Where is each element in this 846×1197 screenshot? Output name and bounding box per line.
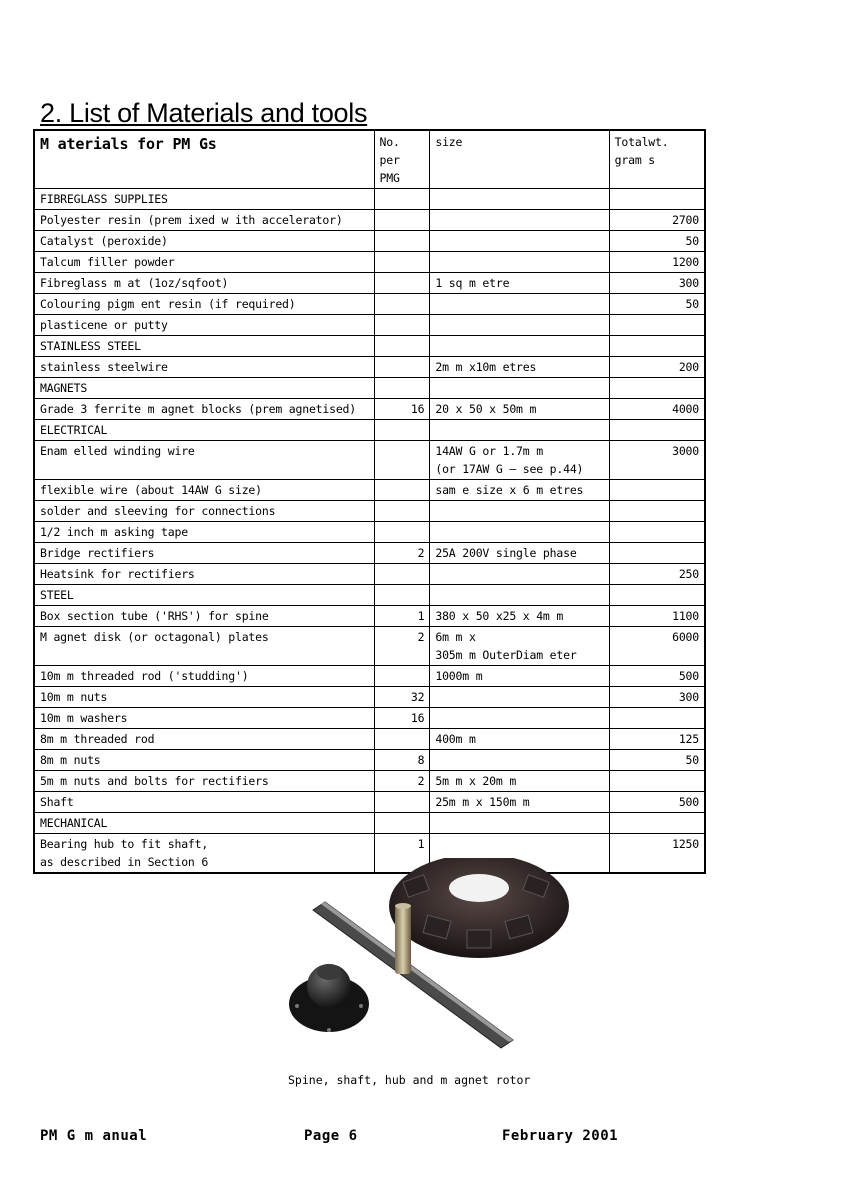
table-row <box>34 420 705 441</box>
quantity-cell <box>374 252 430 273</box>
size-cell <box>430 420 609 441</box>
table-row <box>34 522 705 543</box>
table-row <box>34 357 705 378</box>
quantity-cell <box>374 294 430 315</box>
table-header-row <box>34 130 705 189</box>
quantity-cell <box>374 336 430 357</box>
quantity-cell <box>374 813 430 834</box>
table-row <box>34 543 705 564</box>
size-cell <box>430 708 609 729</box>
quantity-cell <box>374 189 430 210</box>
weight-cell <box>609 189 705 210</box>
table-row <box>34 273 705 294</box>
quantity-cell <box>374 564 430 585</box>
size-cell: 1000m m <box>430 666 609 687</box>
material-cell: M agnet disk (or octagonal) plates <box>34 627 374 666</box>
size-cell: 5m m x 20m m <box>430 771 609 792</box>
quantity-cell <box>374 480 430 501</box>
header-size: size <box>430 130 609 189</box>
table-row <box>34 210 705 231</box>
rotor-photo <box>285 858 572 1055</box>
quantity-cell <box>374 501 430 522</box>
quantity-cell <box>374 441 430 480</box>
table-row <box>34 729 705 750</box>
material-cell: flexible wire (about 14AW G size) <box>34 480 374 501</box>
table-row <box>34 750 705 771</box>
material-cell: 8m m threaded rod <box>34 729 374 750</box>
quantity-cell <box>374 210 430 231</box>
weight-cell: 250 <box>609 564 705 585</box>
material-cell: 8m m nuts <box>34 750 374 771</box>
size-cell: sam e size x 6 m etres <box>430 480 609 501</box>
header-weight: Totalwt. gram s <box>609 130 705 189</box>
table-row <box>34 606 705 627</box>
figure-caption: Spine, shaft, hub and m agnet rotor <box>288 1073 531 1087</box>
size-cell: 2m m x10m etres <box>430 357 609 378</box>
size-cell: 380 x 50 x25 x 4m m <box>430 606 609 627</box>
material-cell: FIBREGLASS SUPPLIES <box>34 189 374 210</box>
table-row <box>34 480 705 501</box>
footer-page-number: Page 6 <box>304 1128 358 1144</box>
size-cell <box>430 813 609 834</box>
quantity-cell <box>374 729 430 750</box>
size-cell: 14AW G or 1.7m m (or 17AW G – see p.44) <box>430 441 609 480</box>
materials-table <box>33 129 706 874</box>
table-row <box>34 336 705 357</box>
material-cell: Shaft <box>34 792 374 813</box>
size-cell <box>430 336 609 357</box>
material-cell: STAINLESS STEEL <box>34 336 374 357</box>
weight-cell: 2700 <box>609 210 705 231</box>
hub-cap <box>317 964 341 980</box>
material-cell: plasticene or putty <box>34 315 374 336</box>
size-cell <box>430 210 609 231</box>
size-cell: 400m m <box>430 729 609 750</box>
material-cell: 5m m nuts and bolts for rectifiers <box>34 771 374 792</box>
page-title: 2. List of Materials and tools <box>40 98 368 128</box>
weight-cell: 500 <box>609 666 705 687</box>
weight-cell <box>609 315 705 336</box>
size-cell: 25A 200V single phase <box>430 543 609 564</box>
quantity-cell: 2 <box>374 543 430 564</box>
material-cell: ELECTRICAL <box>34 420 374 441</box>
material-cell: Catalyst (peroxide) <box>34 231 374 252</box>
header-quantity: No. per PMG <box>374 130 430 189</box>
weight-cell: 6000 <box>609 627 705 666</box>
weight-cell <box>609 585 705 606</box>
quantity-cell: 2 <box>374 771 430 792</box>
material-cell: Polyester resin (prem ixed w ith accelerator) <box>34 210 374 231</box>
material-cell: MECHANICAL <box>34 813 374 834</box>
material-cell: Box section tube ('RHS') for spine <box>34 606 374 627</box>
weight-cell <box>609 543 705 564</box>
weight-cell: 50 <box>609 231 705 252</box>
material-cell: Talcum filler powder <box>34 252 374 273</box>
quantity-cell: 2 <box>374 627 430 666</box>
size-cell <box>430 501 609 522</box>
quantity-cell <box>374 378 430 399</box>
quantity-cell <box>374 522 430 543</box>
table-row <box>34 441 705 480</box>
size-cell: 25m m x 150m m <box>430 792 609 813</box>
quantity-cell: 16 <box>374 399 430 420</box>
quantity-cell <box>374 273 430 294</box>
table-row <box>34 771 705 792</box>
footer-manual-name: PM G m anual <box>40 1128 148 1144</box>
quantity-cell <box>374 231 430 252</box>
quantity-cell: 1 <box>374 606 430 627</box>
shaft-top <box>395 903 411 909</box>
weight-cell <box>609 378 705 399</box>
material-cell: MAGNETS <box>34 378 374 399</box>
weight-cell <box>609 771 705 792</box>
size-cell <box>430 564 609 585</box>
weight-cell: 50 <box>609 750 705 771</box>
table-row <box>34 294 705 315</box>
weight-cell <box>609 336 705 357</box>
size-cell <box>430 522 609 543</box>
weight-cell <box>609 522 705 543</box>
weight-cell: 200 <box>609 357 705 378</box>
weight-cell <box>609 708 705 729</box>
table-row <box>34 813 705 834</box>
table-row <box>34 687 705 708</box>
material-cell: STEEL <box>34 585 374 606</box>
material-cell: 1/2 inch m asking tape <box>34 522 374 543</box>
header-materials: M aterials for PM Gs <box>34 130 374 189</box>
weight-cell: 4000 <box>609 399 705 420</box>
size-cell <box>430 378 609 399</box>
size-cell <box>430 585 609 606</box>
material-cell: solder and sleeving for connections <box>34 501 374 522</box>
size-cell: 20 x 50 x 50m m <box>430 399 609 420</box>
material-cell: Grade 3 ferrite m agnet blocks (prem agnetised) <box>34 399 374 420</box>
table-row <box>34 189 705 210</box>
weight-cell <box>609 420 705 441</box>
material-cell: 10m m threaded rod ('studding') <box>34 666 374 687</box>
material-cell: Colouring pigm ent resin (if required) <box>34 294 374 315</box>
quantity-cell <box>374 585 430 606</box>
material-cell: stainless steelwire <box>34 357 374 378</box>
table-row <box>34 792 705 813</box>
size-cell <box>430 294 609 315</box>
table-row <box>34 585 705 606</box>
quantity-cell <box>374 666 430 687</box>
quantity-cell <box>374 357 430 378</box>
weight-cell <box>609 501 705 522</box>
table-row <box>34 252 705 273</box>
table-row <box>34 501 705 522</box>
weight-cell: 500 <box>609 792 705 813</box>
table-row <box>34 708 705 729</box>
weight-cell: 1200 <box>609 252 705 273</box>
size-cell <box>430 231 609 252</box>
quantity-cell: 1 <box>374 834 430 874</box>
shaft <box>395 906 411 974</box>
size-cell <box>430 189 609 210</box>
material-cell: 10m m nuts <box>34 687 374 708</box>
table-row <box>34 315 705 336</box>
weight-cell: 125 <box>609 729 705 750</box>
rotor-center-hole <box>449 874 509 902</box>
material-cell: 10m m washers <box>34 708 374 729</box>
size-cell: 6m m x 305m m OuterDiam eter <box>430 627 609 666</box>
material-cell: Bridge rectifiers <box>34 543 374 564</box>
weight-cell: 50 <box>609 294 705 315</box>
weight-cell: 300 <box>609 687 705 708</box>
size-cell: 1 sq m etre <box>430 273 609 294</box>
weight-cell: 1250 <box>609 834 705 874</box>
material-cell: Fibreglass m at (1oz/sqfoot) <box>34 273 374 294</box>
quantity-cell <box>374 315 430 336</box>
quantity-cell <box>374 792 430 813</box>
size-cell <box>430 315 609 336</box>
quantity-cell <box>374 420 430 441</box>
table-row <box>34 231 705 252</box>
size-cell <box>430 687 609 708</box>
weight-cell <box>609 813 705 834</box>
material-cell: Enam elled winding wire <box>34 441 374 480</box>
materials-table-body <box>34 189 705 874</box>
material-cell: Bearing hub to fit shaft, as described in Section 6 <box>34 834 374 874</box>
size-cell <box>430 252 609 273</box>
table-row <box>34 564 705 585</box>
footer-date: February 2001 <box>502 1128 619 1144</box>
material-cell: Heatsink for rectifiers <box>34 564 374 585</box>
table-row <box>34 378 705 399</box>
size-cell <box>430 750 609 771</box>
weight-cell: 3000 <box>609 441 705 480</box>
table-row <box>34 627 705 666</box>
quantity-cell: 8 <box>374 750 430 771</box>
weight-cell: 300 <box>609 273 705 294</box>
table-row <box>34 666 705 687</box>
quantity-cell: 32 <box>374 687 430 708</box>
quantity-cell: 16 <box>374 708 430 729</box>
table-row <box>34 399 705 420</box>
weight-cell <box>609 480 705 501</box>
weight-cell: 1100 <box>609 606 705 627</box>
